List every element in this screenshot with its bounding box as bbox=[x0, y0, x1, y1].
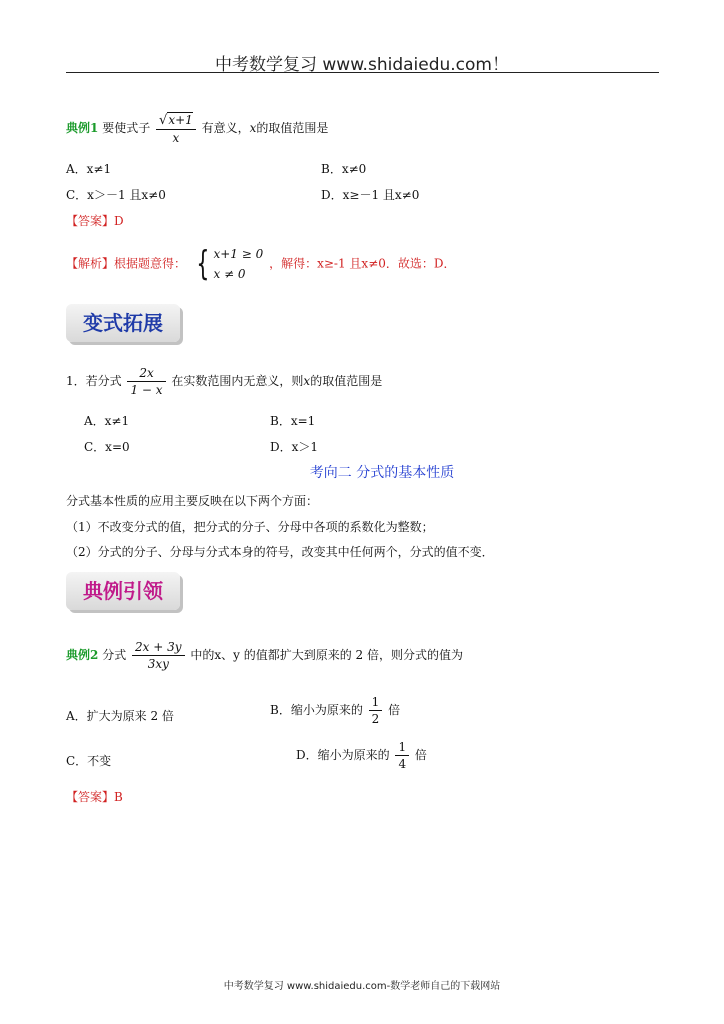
section2-point1: （1）不改变分式的值，把分式的分子、分母中各项的系数化为整数； bbox=[66, 520, 434, 534]
example1-option-c: C．x＞－1 且x≠0 bbox=[66, 188, 166, 202]
example2-frac-den: 3xy bbox=[147, 657, 169, 671]
exercise1-frac-num: 2x bbox=[127, 366, 165, 382]
example2-option-b bbox=[270, 695, 400, 726]
example2-option-b-num: 1 bbox=[369, 695, 383, 711]
example1-analysis-label: 【解析】根据题意得： bbox=[66, 256, 187, 271]
section2-title: 考向二 分式的基本性质 bbox=[309, 465, 455, 481]
example2-option-b-after: 倍 bbox=[388, 703, 401, 717]
example1-option-d: D．x≥－1 且x≠0 bbox=[321, 188, 420, 202]
example1-option-b: B．x≠0 bbox=[321, 162, 367, 176]
banner-example-guide: 典例引领 bbox=[66, 572, 180, 610]
exercise1-question-tail: 的取值范围是 bbox=[310, 374, 383, 388]
example2-option-d-after: 倍 bbox=[414, 748, 427, 762]
example2-question-before: 分式 bbox=[102, 648, 127, 662]
example1-frac-num: x+1 bbox=[168, 113, 193, 127]
example2-option-d-before: D．缩小为原来的 bbox=[296, 748, 390, 762]
example2-tag: 典例2 bbox=[66, 648, 99, 662]
example1-system-row1: x+1 ≥ 0 bbox=[213, 247, 264, 261]
example1-fraction: $\frac{√x+1}{x}$ bbox=[156, 112, 196, 145]
example1-option-a: A．x≠1 bbox=[66, 162, 112, 176]
example2-question bbox=[66, 640, 463, 671]
example2-option-c: C．不变 bbox=[66, 754, 112, 768]
page-header-title: 中考数学复习 www.shidaiedu.com！ bbox=[215, 55, 509, 75]
banner-variant-extension: 变式拓展 bbox=[66, 304, 180, 342]
example1-question-after: 有意义， bbox=[201, 121, 250, 135]
section2-intro: 分式基本性质的应用主要反映在以下两个方面： bbox=[66, 494, 319, 508]
exercise1-option-a: A．x≠1 bbox=[84, 414, 130, 428]
exercise1-option-c: C．x=0 bbox=[84, 440, 130, 454]
example1-answer: 【答案】D bbox=[66, 214, 124, 228]
example2-option-d-den: 4 bbox=[398, 757, 407, 771]
example2-fraction bbox=[132, 640, 185, 671]
exercise1-question bbox=[66, 366, 382, 397]
exercise1-num: 1．若分式 bbox=[66, 374, 122, 388]
example1-analysis bbox=[66, 244, 456, 284]
page-footer: 中考数学复习 www.shidaiedu.com-数学老师自己的下载网站 bbox=[223, 981, 501, 992]
header-rule bbox=[66, 72, 659, 73]
exercise1-option-d: D．x＞1 bbox=[270, 440, 319, 454]
exercise1-question-var: x bbox=[303, 374, 311, 388]
exercise1-frac-den: 1 − x bbox=[130, 383, 163, 397]
example2-option-d-fraction bbox=[395, 740, 409, 771]
example1-question bbox=[66, 112, 328, 145]
example1-analysis-tail: ，解得：x≥-1 且x≠0．故选：D． bbox=[269, 256, 456, 271]
example2-option-b-before: B．缩小为原来的 bbox=[270, 703, 363, 717]
exercise1-question-after: 在实数范围内无意义，则 bbox=[171, 374, 304, 388]
example2-option-a: A．扩大为原来 2 倍 bbox=[66, 709, 174, 723]
example1-system-row2: x ≠ 0 bbox=[213, 267, 246, 281]
section2-point2: （2）分式的分子、分母与分式本身的符号，改变其中任何两个，分式的值不变． bbox=[66, 545, 494, 559]
example1-tag: 典例1 bbox=[66, 121, 99, 135]
example1-question-before: 要使式子 bbox=[102, 121, 151, 135]
example2-question-after: 中的x、y 的值都扩大到原来的 2 倍，则分式的值为 bbox=[190, 648, 463, 662]
exercise1-fraction bbox=[127, 366, 165, 397]
example1-question-var: x bbox=[249, 121, 257, 135]
example1-frac-den: x bbox=[172, 131, 180, 145]
example2-option-d bbox=[296, 740, 427, 771]
example1-system: { x+1 ≥ 0 x ≠ 0 bbox=[196, 244, 264, 284]
exercise1-option-b: B．x=1 bbox=[270, 414, 316, 428]
example2-option-d-num: 1 bbox=[395, 740, 409, 756]
example1-question-tail: 的取值范围是 bbox=[256, 121, 329, 135]
example2-frac-num: 2x + 3y bbox=[132, 640, 185, 656]
example2-option-b-fraction bbox=[369, 695, 383, 726]
example2-option-b-den: 2 bbox=[371, 712, 380, 726]
example2-answer: 【答案】B bbox=[66, 790, 123, 804]
